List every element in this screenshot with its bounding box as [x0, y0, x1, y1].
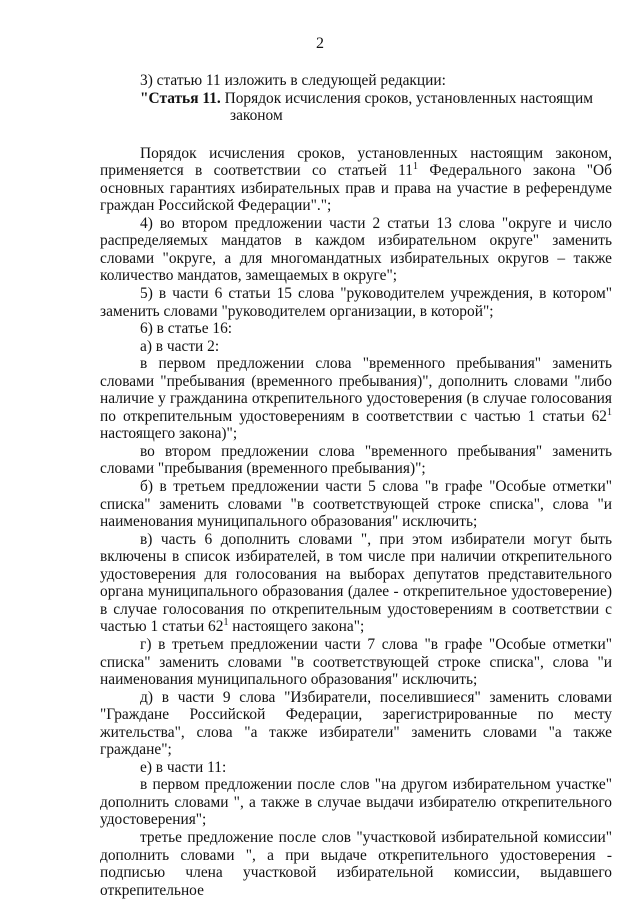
superscript: 1	[413, 161, 418, 173]
paragraph-subitem-e-2: третье предложение после слов "участковой избирательной комиссии" дополнить словами ", а при выдаче открепительного удостоверения - подписью члена участковой избирательной комиссии, выдавшего открепительное	[100, 828, 612, 899]
superscript: 1	[607, 406, 612, 418]
item-3-intro: 3) статью 11 изложить в следующей редакции:	[140, 72, 446, 89]
paragraph-item-6: 6) в статье 16:	[140, 320, 233, 338]
article-heading	[100, 90, 612, 125]
paragraph-subitem-d: д) в части 9 слова "Избиратели, поселившиеся" заменить словами "Граждане Российской Федерации, зарегистрированные по месту жительства", слова "а также избиратели" заменить словами "а также граждане";	[100, 688, 612, 759]
document-body	[100, 72, 612, 899]
paragraph-subitem-a-2: во втором предложении слова "временного пребывания" заменить словами "пребывания (временного пребывания)";	[100, 442, 612, 478]
paragraph-text: в) часть 6 дополнить словами ", при этом избиратели могут быть включены в список избирателей, в том числе при наличии открепительного удостоверения для голосования на выборах депутатов представительного органа муниципального образования (далее - открепительное удостоверение) в случае голосования по открепительным удостоверениям в соответствии с частью 1 статьи 62	[100, 530, 612, 636]
article-heading-line1	[100, 90, 612, 108]
article-title: "Статья 11.	[140, 89, 221, 107]
superscript: 1	[223, 617, 229, 629]
paragraph-subitem-e: е) в части 11:	[140, 758, 227, 776]
paragraph-text: Порядок исчисления сроков, установленных настоящим законом, применяется в соответствии со статьей 11	[100, 144, 612, 180]
paragraph-subitem-a-1	[100, 355, 612, 443]
paragraph-text: Федерального закона "Об основных гарантиях избирательных прав и права на участие в референдуме граждан Российской Федерации".";	[100, 162, 612, 215]
page-number: 2	[316, 35, 324, 52]
paragraph-subitem-g: г) в третьем предложении части 7 слова "в графе "Особые отметки" списка" заменить словами "в соответствующей строке списка", слова "и наименования муниципального образования" исключить;	[100, 635, 612, 689]
paragraph-item-5: 5) в части 6 статьи 15 слова "руководителем учреждения, в котором" заменить словами "руководителем организации, в которой";	[100, 285, 612, 320]
paragraph-subitem-b: б) в третьем предложении части 5 слова "в графе "Особые отметки" списка" заменить словами "в соответствующей строке списка", слова "и наименования муниципального образования" исключить;	[100, 478, 612, 531]
paragraph-text: настоящего закона)";	[100, 425, 238, 443]
paragraph-subitem-e-1: в первом предложении после слов "на другом избирательном участке" дополнить словами ", а также в случае выдачи избирателю открепительного удостоверения";	[100, 776, 612, 829]
paragraph-subitem-v	[100, 531, 612, 636]
paragraph-text: в первом предложении слова "временного пребывания" заменить словами "пребывания (временного пребывания)", дополнить словами "либо наличие у гражданина открепительного удостоверения (в случае голосования по открепительным удостоверениям в соответствии с частью 1 статьи 62	[100, 355, 612, 425]
article-name-line1: Порядок исчисления сроков, установленных настоящим	[224, 89, 593, 107]
article-name-line2: законом	[230, 107, 283, 125]
paragraph-text: настоящего закона";	[228, 618, 365, 636]
paragraph-subitem-a: а) в части 2:	[140, 337, 220, 355]
paragraph-item-4: 4) во втором предложении части 2 статьи 13 слова "округе и число распределяемых мандатов в каждом избирательном округе" заменить словами "округе, а для многомандатных избирательных округов – также количество мандатов, замещаемых в округе";	[100, 214, 612, 285]
paragraph-article-text	[100, 145, 612, 215]
